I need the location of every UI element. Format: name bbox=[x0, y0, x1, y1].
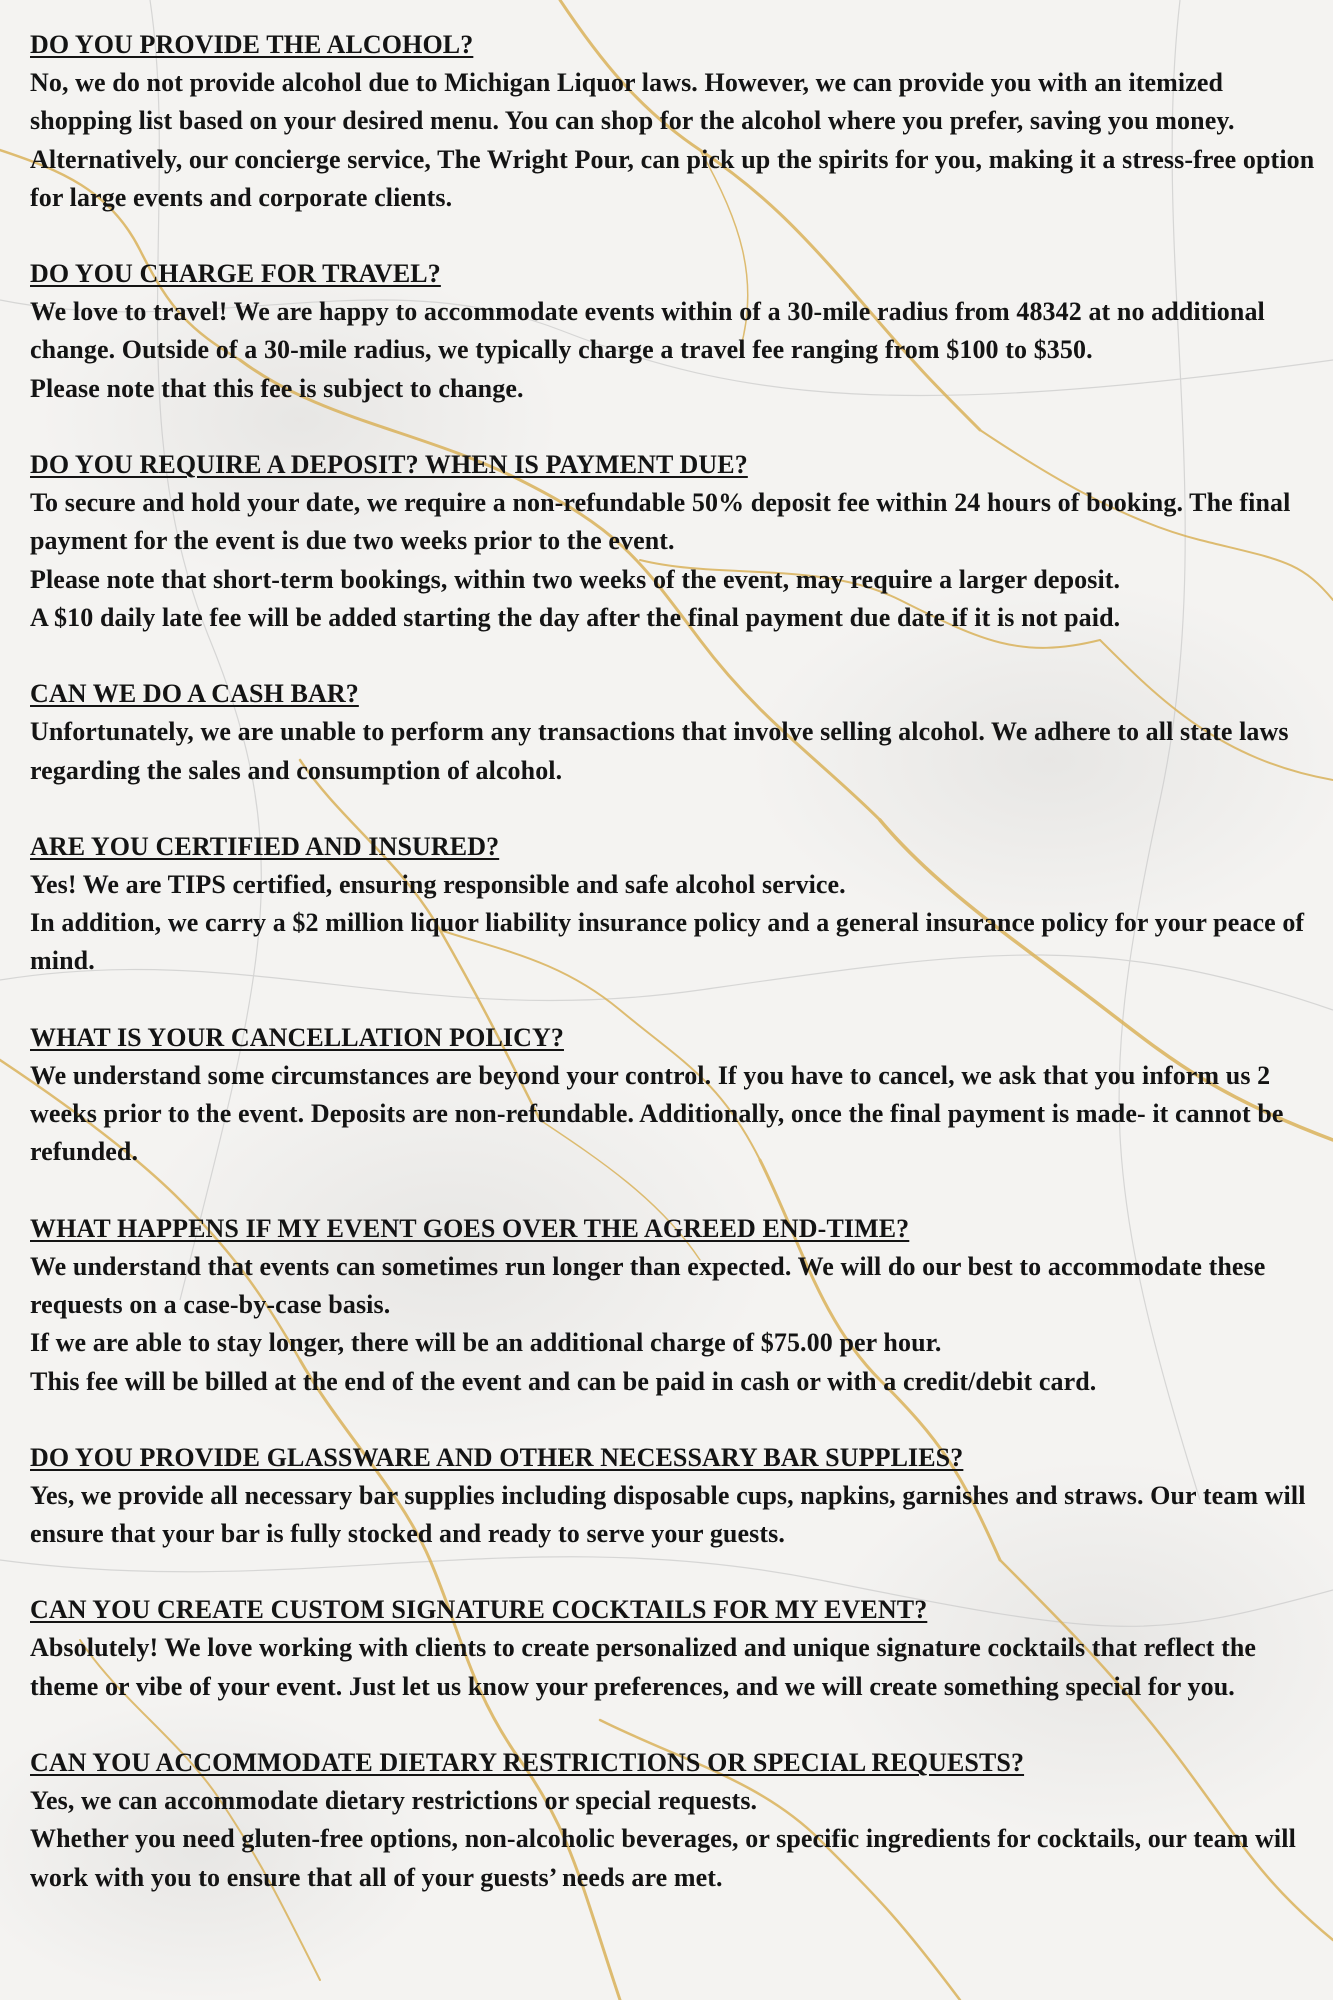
faq-item bbox=[30, 828, 1315, 981]
faq-question: CAN WE DO A CASH BAR? bbox=[30, 679, 359, 709]
faq-item bbox=[30, 255, 1315, 408]
faq-answer: In addition, we carry a $2 million liquor liability insurance policy and a general insurance policy for your peace of mind. bbox=[30, 908, 1305, 976]
faq-list bbox=[30, 26, 1315, 1935]
faq-answer: No, we do not provide alcohol due to Michigan Liquor laws. However, we can provide you with an itemized shopping list based on your desired menu. You can shop for the alcohol where you prefer, saving you money. Alternatively, our concierge service, The Wright Pour, can pick up the spirits for you, making it a stress-free option for large events and corporate clients. bbox=[30, 68, 1315, 212]
faq-question: CAN YOU ACCOMMODATE DIETARY RESTRICTIONS OR SPECIAL REQUESTS? bbox=[30, 1748, 1025, 1778]
faq-item bbox=[30, 1591, 1315, 1706]
faq-answer: We understand some circumstances are beyond your control. If you have to cancel, we ask that you inform us 2 weeks prior to the event. Deposits are non-refundable. Additionally, once the final payment is made- it cannot be refunded. bbox=[30, 1060, 1284, 1167]
faq-item bbox=[30, 675, 1315, 790]
faq-answer: We understand that events can sometimes run longer than expected. We will do our best to accommodate these requests on a case-by-case basis. bbox=[30, 1251, 1266, 1319]
faq-answer: We love to travel! We are happy to accommodate events within of a 30-mile radius from 48342 at no additional change. Outside of a 30-mile radius, we typically charge a travel fee ranging from $100 to $350. bbox=[30, 297, 1265, 365]
faq-question: DO YOU PROVIDE GLASSWARE AND OTHER NECESSARY BAR SUPPLIES? bbox=[30, 1442, 964, 1472]
faq-answer: To secure and hold your date, we require a non-refundable 50% deposit fee within 24 hours of booking. The final payment for the event is due two weeks prior to the event. bbox=[30, 488, 1291, 556]
faq-item bbox=[30, 1439, 1315, 1554]
faq-answer: Please note that short-term bookings, within two weeks of the event, may require a larger deposit. bbox=[30, 564, 1121, 594]
faq-answer: This fee will be billed at the end of the event and can be paid in cash or with a credit/debit card. bbox=[30, 1366, 1097, 1396]
faq-answer: Please note that this fee is subject to change. bbox=[30, 373, 524, 403]
faq-question: DO YOU PROVIDE THE ALCOHOL? bbox=[30, 30, 474, 59]
faq-item bbox=[30, 1744, 1315, 1897]
faq-answer: Yes! We are TIPS certified, ensuring responsible and safe alcohol service. bbox=[30, 869, 846, 899]
faq-item bbox=[30, 26, 1315, 217]
faq-answer: Absolutely! We love working with clients to create personalized and unique signature cocktails that reflect the theme or vibe of your event. Just let us know your preferences, and we will create something special for you. bbox=[30, 1633, 1257, 1701]
faq-question: WHAT HAPPENS IF MY EVENT GOES OVER THE AGREED END-TIME? bbox=[30, 1213, 910, 1243]
faq-answer: If we are able to stay longer, there will be an additional charge of $75.00 per hour. bbox=[30, 1328, 942, 1358]
faq-item bbox=[30, 446, 1315, 637]
faq-answer: Whether you need gluten-free options, non-alcoholic beverages, or specific ingredients for cocktails, our team will work with you to ensure that all of your guests’ needs are met. bbox=[30, 1824, 1296, 1892]
faq-item bbox=[30, 1019, 1315, 1172]
faq-question: DO YOU CHARGE FOR TRAVEL? bbox=[30, 259, 441, 289]
faq-item bbox=[30, 1210, 1315, 1401]
faq-answer: Yes, we can accommodate dietary restrictions or special requests. bbox=[30, 1786, 758, 1816]
faq-question: DO YOU REQUIRE A DEPOSIT? WHEN IS PAYMENT DUE? bbox=[30, 450, 748, 480]
faq-question: WHAT IS YOUR CANCELLATION POLICY? bbox=[30, 1022, 564, 1052]
faq-answer: Yes, we provide all necessary bar supplies including disposable cups, napkins, garnishes and straws. Our team will ensure that your bar is fully stocked and ready to serve your guests. bbox=[30, 1480, 1306, 1549]
faq-answer: Unfortunately, we are unable to perform any transactions that involve selling alcohol. We adhere to all state laws regarding the sales and consumption of alcohol. bbox=[30, 717, 1289, 785]
faq-question: ARE YOU CERTIFIED AND INSURED? bbox=[30, 831, 500, 861]
faq-answer: A $10 daily late fee will be added starting the day after the final payment due date if it is not paid. bbox=[30, 602, 1121, 632]
faq-question: CAN YOU CREATE CUSTOM SIGNATURE COCKTAILS FOR MY EVENT? bbox=[30, 1595, 928, 1625]
